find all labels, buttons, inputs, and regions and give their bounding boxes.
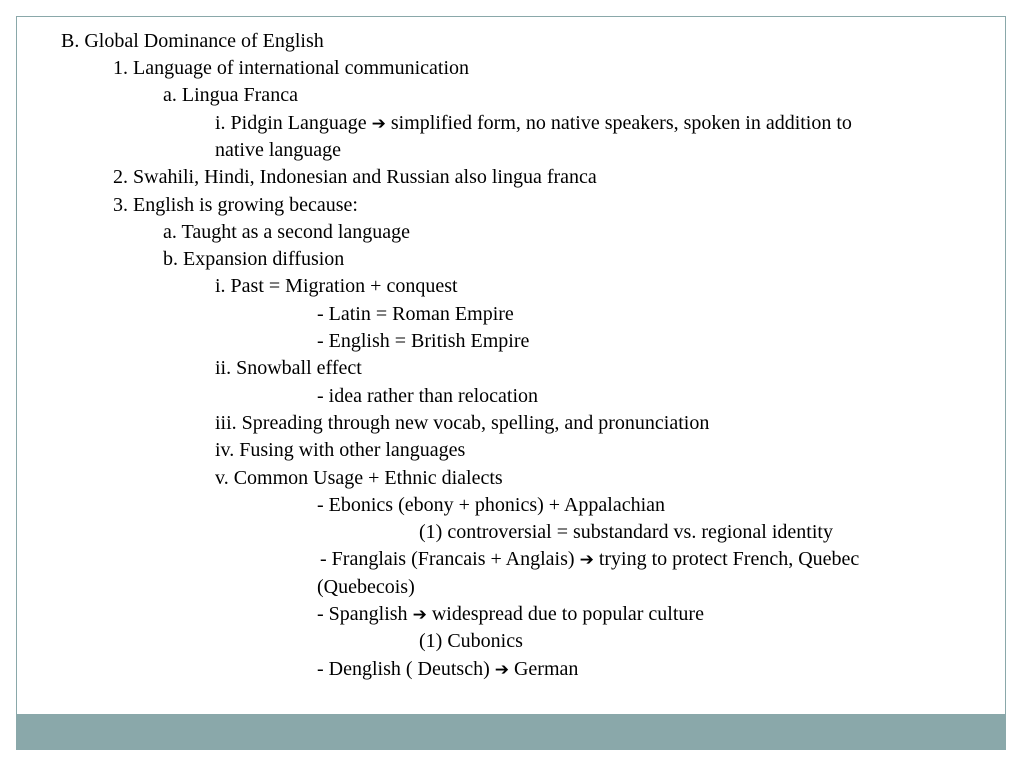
outline-item-1a: a. Lingua Franca [163,84,298,106]
outline-item-3b: b. Expansion diffusion [163,248,345,270]
outline-item-franglais-continued: (Quebecois) [317,576,415,598]
item-1ai-text-start: i. Pidgin Language [215,112,372,134]
outline-item-latin: - Latin = Roman Empire [317,303,514,325]
heading: B. Global Dominance of English [61,30,324,52]
outline-item-3bii: ii. Snowball effect [215,357,362,379]
outline-item-1ai-continued: native language [215,139,342,161]
outline-item-3a: a. Taught as a second language [163,221,411,243]
outline-item-3: 3. English is growing because: [113,194,358,216]
outline-item-franglais [320,547,859,572]
arrow-right-icon: ➔ [579,550,594,570]
arrow-right-icon: ➔ [494,660,509,680]
outline-item-ebonics-sub: (1) controversial = substandard vs. regional identity [419,521,833,543]
outline-item-1ai [215,111,852,136]
outline-item-1: 1. Language of international communication [113,57,469,79]
arrow-right-icon: ➔ [371,114,386,134]
item-1ai-text-end: simplified form, no native speakers, spoken in addition to [385,112,852,134]
footer-bar [17,714,1005,749]
outline-item-3biii: iii. Spreading through new vocab, spelling, and pronunciation [215,412,710,434]
outline-item-3bi: i. Past = Migration + conquest [215,275,458,297]
denglish-text-end: German [508,658,579,680]
outline-item-ebonics: - Ebonics (ebony + phonics) + Appalachian [317,494,666,516]
outline-item-denglish [317,657,578,682]
arrow-right-icon: ➔ [412,605,427,625]
franglais-text-start: - Franglais (Francais + Anglais) [320,548,580,570]
spanglish-text-end: widespread due to popular culture [426,603,704,625]
outline-item-idea: - idea rather than relocation [317,385,538,407]
outline-item-english: - English = British Empire [317,330,530,352]
denglish-text-start: - Denglish ( Deutsch) [317,658,495,680]
slide [16,16,1006,750]
spanglish-text-start: - Spanglish [317,603,413,625]
outline-item-3biv: iv. Fusing with other languages [215,439,466,461]
outline-item-3bv: v. Common Usage + Ethnic dialects [215,467,503,489]
outline-item-spanglish-sub: (1) Cubonics [419,630,523,652]
outline-item-2: 2. Swahili, Hindi, Indonesian and Russian also lingua franca [113,166,597,188]
franglais-text-end: trying to protect French, Quebec [593,548,860,570]
outline-item-spanglish [317,602,704,627]
